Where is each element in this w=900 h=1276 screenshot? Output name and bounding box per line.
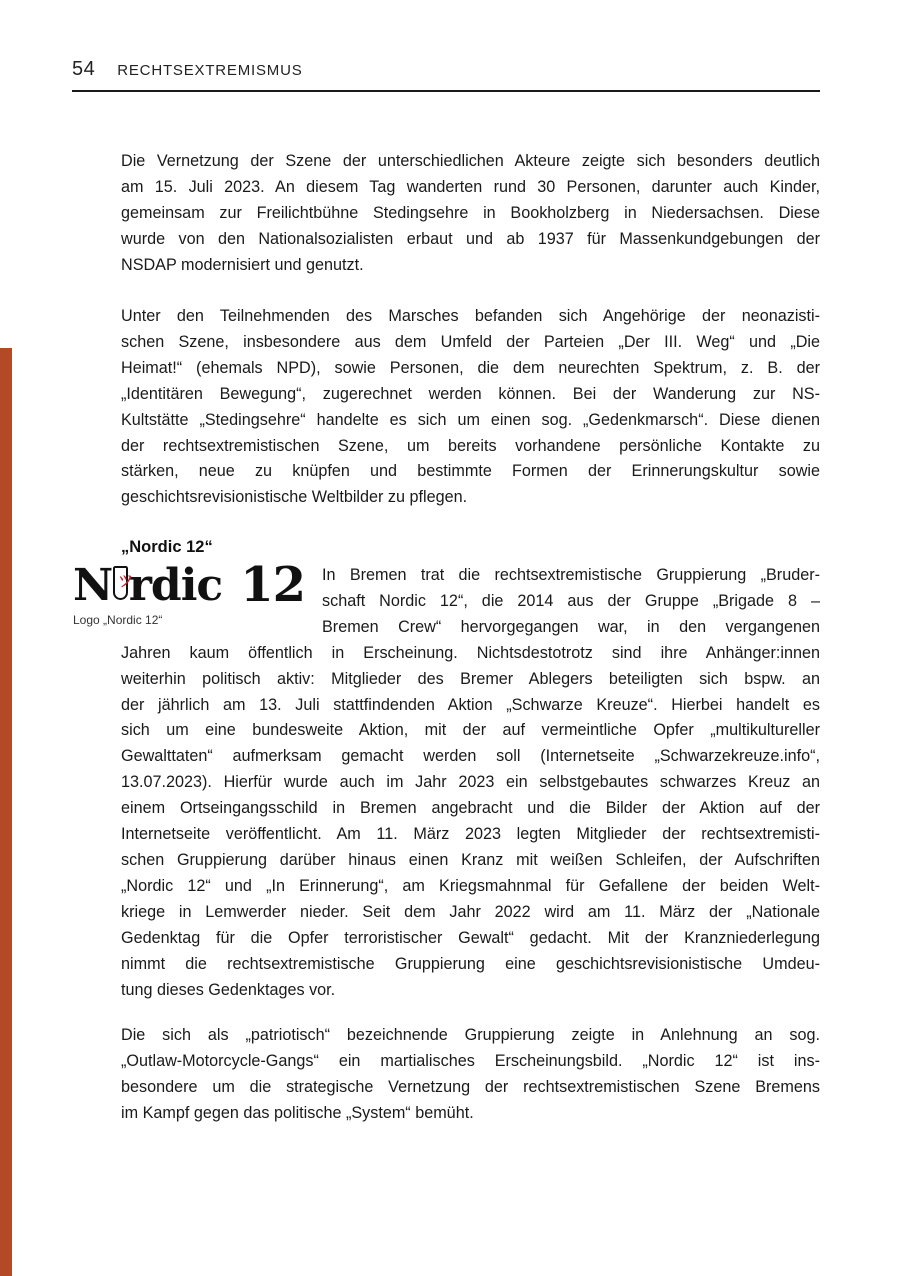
text-line: Gedenktag für die Opfer terroristischer Gewalt“ gedacht. Mit der Kranzniederlegung [121,928,820,947]
text-line: Unter den Teilnehmenden des Marsches befanden sich Angehörige der neonazisti- [121,307,820,325]
logo-letter: N [73,559,113,611]
logo-caption: Logo „Nordic 12“ [73,613,163,627]
text-line: schen Gruppierung darüber hinaus einen Kranz mit weißen Schleifen, der Aufschriften [121,850,820,869]
logo-word: rdic [128,559,223,611]
text-line: geschichtsrevisionistische Weltbilder zu pflegen. [121,488,468,507]
running-title: RECHTSEXTREMISMUS [117,62,303,79]
section-heading: „Nordic 12“ [121,538,213,556]
text-line: Internetseite veröffentlicht. Am 11. März 2023 legten Mitglieder der rechtsextremisti- [121,825,820,844]
text-line: 13.07.2023). Hierfür wurde auch im Jahr 2023 ein selbstgebautes schwarzes Kreuz an [121,773,820,792]
text-line: der rechtsextremistischen Szene, um bereits vorhandene persönliche Kontakte zu [121,436,820,455]
text-line: schen Szene, insbesondere aus dem Umfeld der Parteien „Der III. Weg“ und „Die [121,332,820,351]
text-line: „Nordic 12“ und „In Erinnerung“, am Kriegsmahnmal für Gefallene der beiden Welt- [121,876,820,895]
text-line: wurde von den Nationalsozialisten erbaut und ab 1937 für Massenkundgebungen der [121,229,820,248]
text-line: einem Ortseingangsschild in Bremen angebracht und die Bilder der Aktion auf der [121,799,820,818]
text-line: am 15. Juli 2023. An diesem Tag wanderten rund 30 Personen, darunter auch Kinder, [121,177,820,196]
text-line: „Identitären Bewegung“, zugerechnet werden können. Bei der Wanderung zur NS- [121,384,820,403]
logo-number: 12 [240,557,305,613]
chapter-color-bar [0,348,12,1276]
text-line: kriege in Lemwerder nieder. Seit dem Jahr 2022 wird am 11. März der „Nationale [121,902,820,921]
text-line: tung dieses Gedenktages vor. [121,980,336,999]
paragraph-nordic-12 [121,563,820,1003]
page-header [72,58,820,81]
text-line: NSDAP modernisiert und genutzt. [121,255,364,274]
text-line: stärken, neue zu knüpfen und bestimmte Formen der Erinnerungskultur sowie [121,462,820,481]
paragraph-teilnehmende [121,304,820,511]
paragraph-erscheinungsbild [121,1023,820,1127]
text-line: schaft Nordic 12“, die 2014 aus der Gruppe „Brigade 8 – [322,591,820,610]
text-line: Jahren kaum öffentlich in Erscheinung. Nichtsdestotrotz sind ihre Anhänger:innen [121,643,820,662]
text-line: Heimat!“ (ehemals NPD), sowie Personen, die dem neurechten Spektrum, z. B. der [121,358,820,377]
text-line: Bremen Crew“ hervorgegangen war, in den vergangenen [322,617,820,636]
paragraph-vernetzung [121,149,820,279]
text-line: der jährlich am 13. Juli stattfindenden Aktion „Schwarze Kreuze“. Hierbei handelt es [121,695,820,714]
text-line: Die Vernetzung der Szene der unterschiedlichen Akteure zeigte sich besonders deutlich [121,152,820,170]
header-rule [72,90,820,92]
text-line: besondere um die strategische Vernetzung der rechtsextremistischen Szene Bremens [121,1077,820,1096]
text-line: „Outlaw-Motorcycle-Gangs“ ein martialisches Erscheinungsbild. „Nordic 12“ ist ins- [121,1051,820,1070]
text-line: sich um eine bundesweite Aktion, mit der auf vermeintliche Opfer „multikultureller [121,721,820,740]
text-line: In Bremen trat die rechtsextremistische Gruppierung „Bruder- [322,566,820,584]
text-line: Gewalttaten“ aufmerksam gemacht werden soll (Internetseite „Schwarzekreuze.info“, [121,747,820,766]
text-line: Die sich als „patriotisch“ bezeichnende Gruppierung zeigte in Anlehnung an sog. [121,1026,820,1044]
page-number: 54 [72,58,96,80]
text-line: nimmt die rechtsextremistische Gruppierung eine geschichtsrevisionistische Umdeu- [121,954,820,973]
text-line: Kultstätte „Stedingsehre“ handelte es sich um einen sog. „Gedenkmarsch“. Diese dienen [121,410,820,429]
text-line: gemeinsam zur Freilichtbühne Stedingsehre in Bookholzberg in Niedersachsen. Diese [121,203,820,222]
text-line: im Kampf gegen das politische „System“ bemüht. [121,1103,474,1122]
text-line: weiterhin politisch aktiv: Mitglieder des Bremer Ablegers beteiligten sich bspw. an [121,669,820,688]
